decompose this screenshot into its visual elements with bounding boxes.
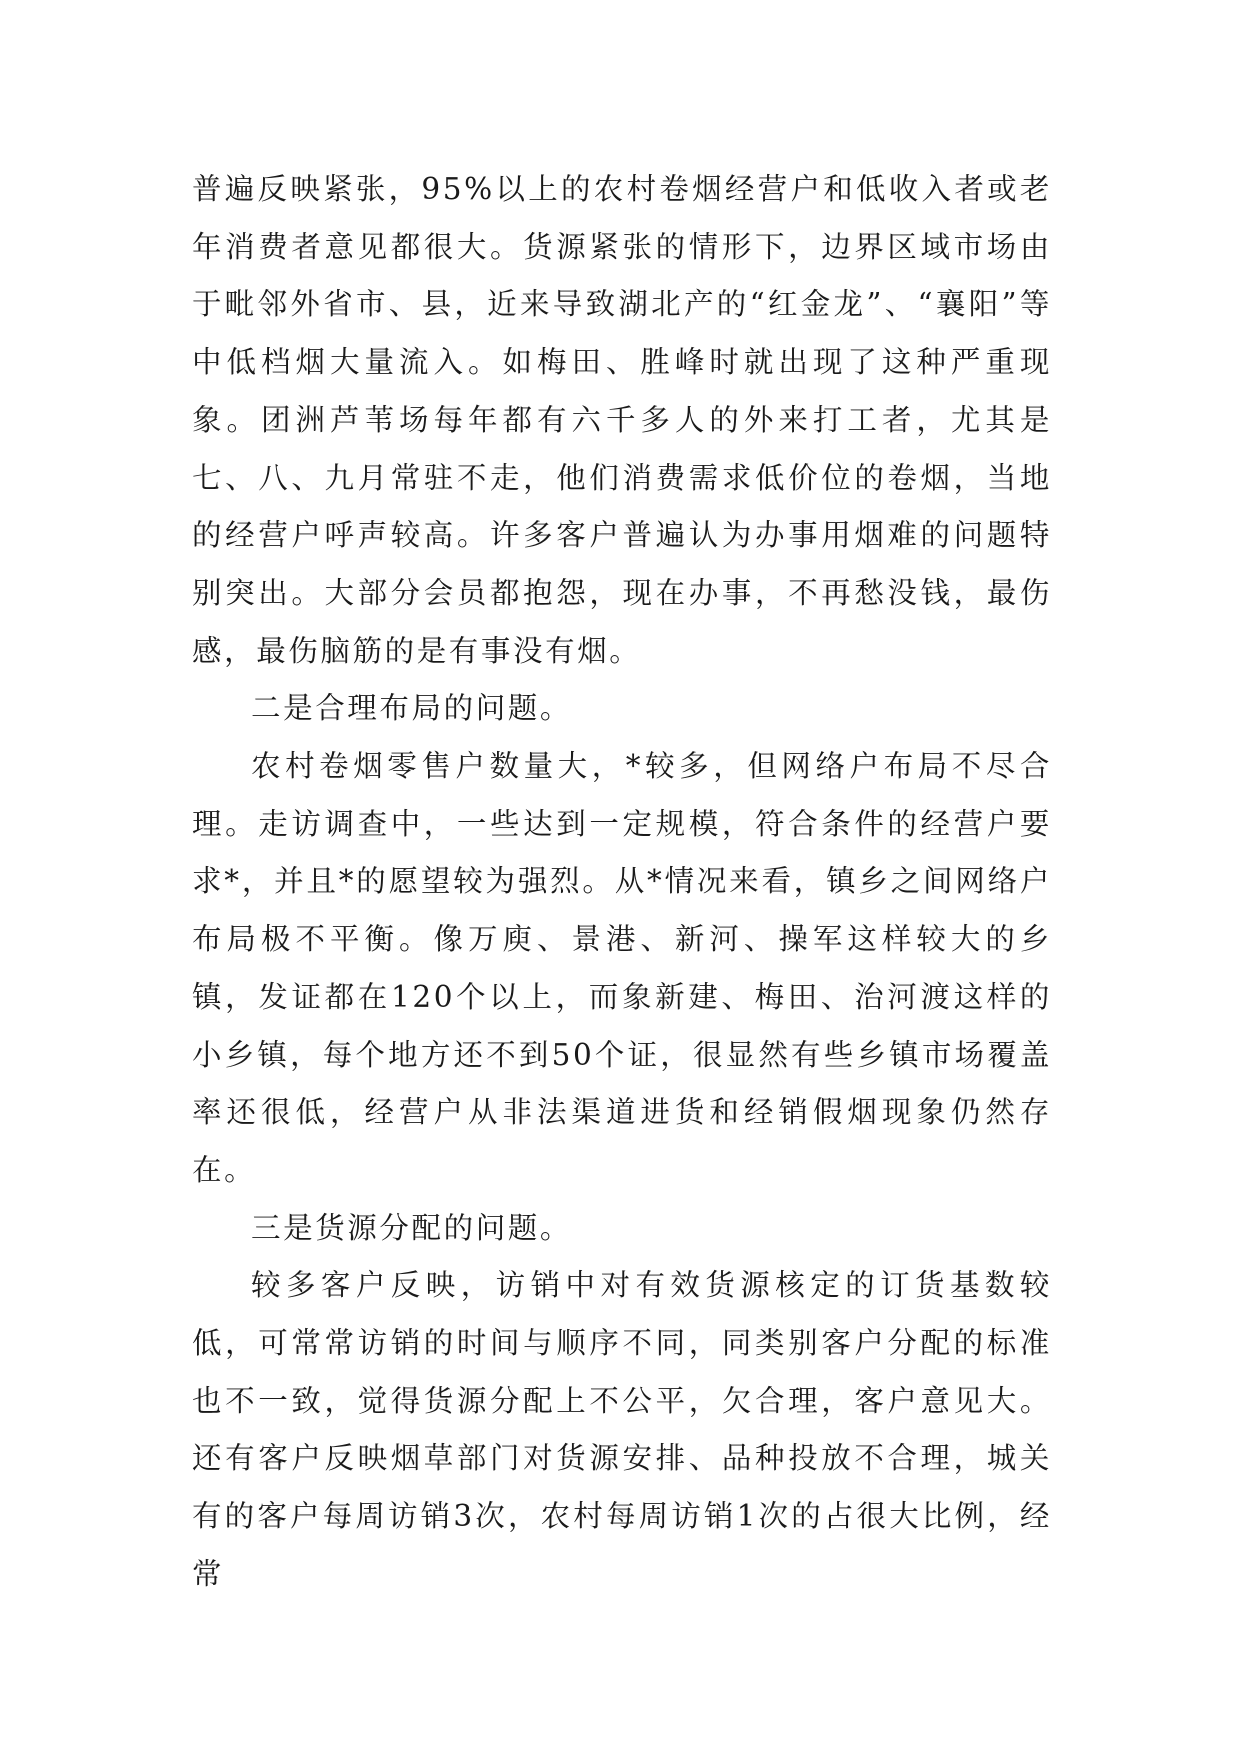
paragraph-1: 普遍反映紧张，95%以上的农村卷烟经营户和低收入者或老年消费者意见都很大。货源紧张的情形下，边界区域市场由于毗邻外省市、县，近来导致湖北产的“红金龙”、“襄阳”等中低档烟大量流入。如梅田、胜峰时就出现了这种严重现象。团洲芦苇场每年都有六千多人的外来打工者，尤其是七、八、九月常驻不走，他们消费需求低价位的卷烟，当地的经营户呼声较高。许多客户普遍认为办事用烟难的问题特别突出。大部分会员都抱怨，现在办事，不再愁没钱，最伤感，最伤脑筋的是有事没有烟。 — [192, 172, 1052, 668]
document-body — [192, 161, 1052, 1604]
paragraph-3: 较多客户反映，访销中对有效货源核定的订货基数较低，可常常访销的时间与顺序不同，同类别客户分配的标准也不一致，觉得货源分配上不公平，欠合理，客户意见大。还有客户反映烟草部门对货源安排、品种投放不合理，城关有的客户每周访销3次，农村每周访销1次的占很大比例，经常 — [192, 1268, 1052, 1591]
paragraph-2: 农村卷烟零售户数量大，*较多，但网络户布局不尽合理。走访调查中，一些达到一定规模，符合条件的经营户要求*，并且*的愿望较为强烈。从*情况来看，镇乡之间网络户布局极不平衡。像万庾、景港、新河、操军这样较大的乡镇，发证都在120个以上，而象新建、梅田、治河渡这样的小乡镇，每个地方还不到50个证，很显然有些乡镇市场覆盖率还很低，经营户从非法渠道进货和经销假烟现象仍然存在。 — [192, 749, 1052, 1187]
section-heading-2: 二是合理布局的问题。 — [251, 691, 573, 726]
section-heading-3: 三是货源分配的问题。 — [251, 1210, 573, 1245]
